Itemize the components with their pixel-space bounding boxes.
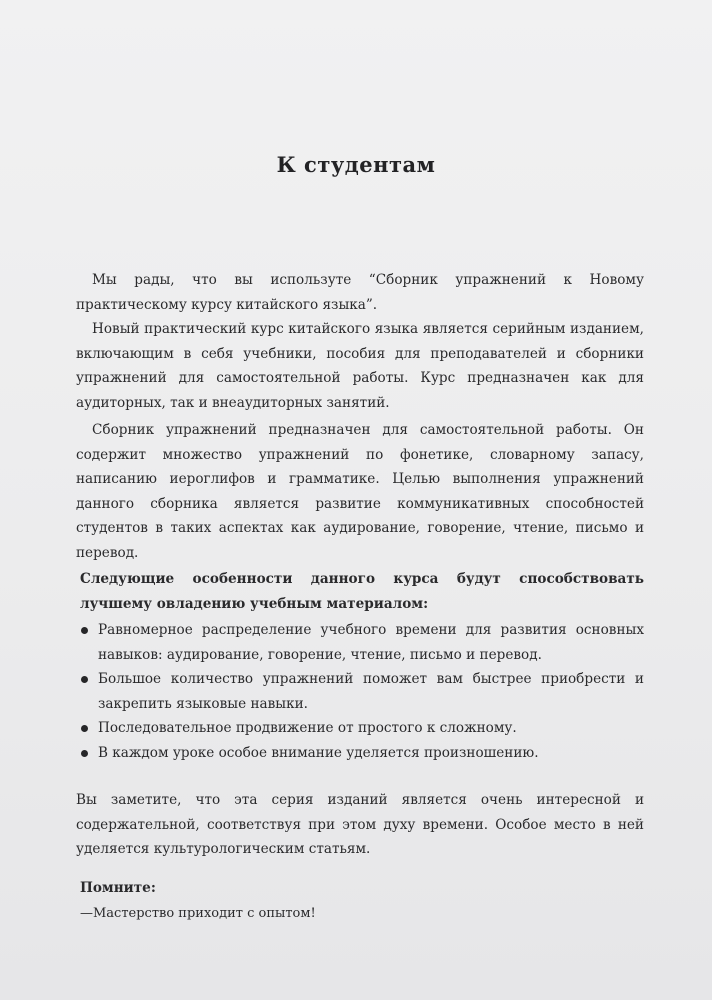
closing-paragraph: Вы заметите, что эта серия изданий является очень интересной и содержательной, соответствуя при этом духу времени. Особое место в ней уделяется культурологическим статьям. bbox=[76, 792, 644, 857]
course-description-paragraph: Новый практический курс китайского языка является серийным изданием, включающим в себя учебники, пособия для преподавателей и сборники упражнений для самостоятельной работы. Курс предназначен как для аудиторных, так и внеаудиторных занятий. bbox=[76, 321, 644, 411]
remember-label: Помните: bbox=[80, 880, 156, 896]
list-item-text: В каждом уроке особое внимание уделяется произношению. bbox=[98, 744, 539, 761]
list-item bbox=[76, 667, 644, 716]
features-section bbox=[76, 567, 644, 765]
bullet-icon bbox=[81, 725, 88, 732]
list-item bbox=[76, 618, 644, 667]
intro-paragraph: Мы рады, что вы используте “Сборник упражнений к Новому практическому курсу китайского языка”. bbox=[76, 272, 644, 313]
features-heading: Следующие особенности данного курса будут способствовать лучшему овладению учебным материалом: bbox=[80, 571, 644, 612]
list-item-text: Равномерное распределение учебного времени для развития основных навыков: аудирование, говорение, чтение, письмо и перевод. bbox=[98, 622, 644, 663]
features-list bbox=[76, 618, 644, 765]
list-item bbox=[76, 741, 644, 766]
list-item-text: Большое количество упражнений поможет вам быстрее приобрести и закрепить языковые навыки. bbox=[98, 671, 644, 712]
page-title: К студентам bbox=[276, 152, 436, 177]
bullet-icon bbox=[81, 750, 88, 757]
list-item-text: Последовательное продвижение от простого к сложному. bbox=[98, 720, 517, 736]
list-item bbox=[76, 716, 644, 741]
motto-text: —Мастерство приходит с опытом! bbox=[80, 906, 316, 921]
workbook-description-paragraph: Сборник упражнений предназначен для самостоятельной работы. Он содержит множество упражнений по фонетике, словарному запасу, написанию иероглифов и грамматике. Целью выполнения упражнений данного сборника является развитие коммуникативных способностей студентов в таких аспектах как аудирование, говорение, чтение, письмо и перевод. bbox=[76, 422, 644, 561]
bullet-icon bbox=[81, 676, 88, 683]
bullet-icon bbox=[81, 627, 88, 634]
